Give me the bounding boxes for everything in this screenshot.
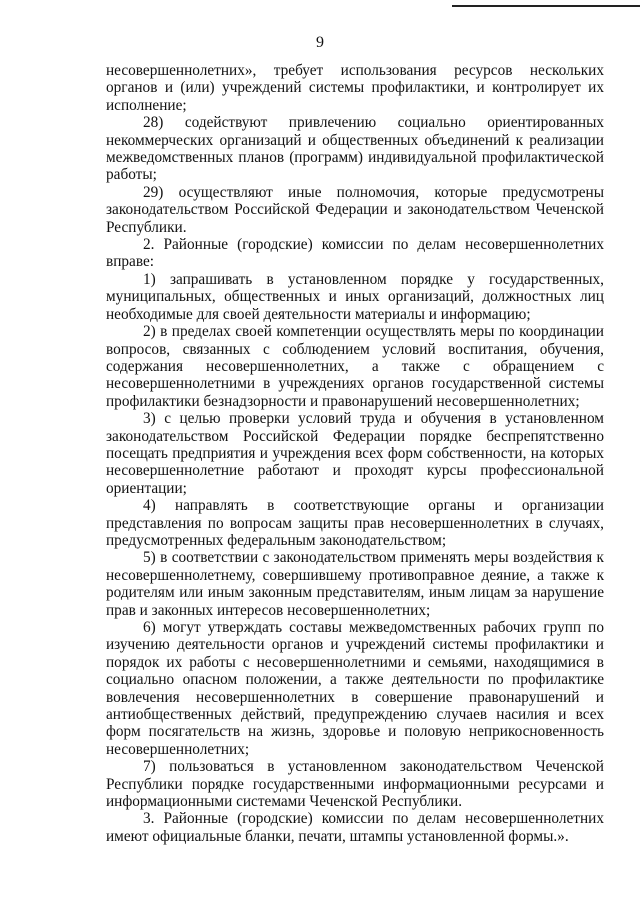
- paragraph-continuation: несовершеннолетних», требует использования ресурсов нескольких органов и (или) учреждений системы профилактики, и контролирует их исполнение;: [106, 62, 604, 114]
- paragraph-item-5: 5) в соответствии с законодательством применять меры воздействия к несовершеннолетнему, совершившему противоправное деяние, а также к родителям или иным законным представителям, иным лицам за нарушение прав и законных интересов несовершеннолетних;: [106, 549, 604, 619]
- paragraph-item-4: 4) направлять в соответствующие органы и организации представления по вопросам защиты прав несовершеннолетних в случаях, предусмотренных федеральным законодательством;: [106, 497, 604, 549]
- paragraph-section-2: 2. Районные (городские) комиссии по делам несовершеннолетних вправе:: [106, 236, 604, 271]
- paragraph-item-3: 3) с целью проверки условий труда и обучения в установленном законодательством Российской Федерации порядке беспрепятственно посещать предприятия и учреждения всех форм собственности, на которых несовершеннолетние работают и проходят курсы профессиональной ориентации;: [106, 410, 604, 497]
- document-body: [106, 62, 604, 845]
- paragraph-section-3: 3. Районные (городские) комиссии по делам несовершеннолетних имеют официальные бланки, печати, штампы установленной формы.».: [106, 810, 604, 845]
- paragraph-item-29: 29) осуществляют иные полномочия, которые предусмотрены законодательством Российской Федерации и законодательством Чеченской Республики.: [106, 183, 604, 236]
- paragraph-item-6: 6) могут утверждать составы межведомственных рабочих групп по изучению деятельности органов и учреждений системы профилактики и порядок их работы с несовершеннолетними и семьями, находящимися в социально опасном положении, а также деятельности по профилактике вовлечения несовершеннолетних в совершение правонарушений и антиобщественных действий, предупреждению случаев насилия и всех форм посягательств на жизнь, здоровье и половую неприкосновенность несовершеннолетних;: [106, 619, 604, 758]
- top-right-rule: [452, 5, 640, 7]
- paragraph-item-1: 1) запрашивать в установленном порядке у государственных, муниципальных, общественных и иных организаций, должностных лиц необходимые для своей деятельности материалы и информацию;: [106, 270, 604, 323]
- paragraph-item-2: 2) в пределах своей компетенции осуществлять меры по координации вопросов, связанных с соблюдением условий воспитания, обучения, содержания несовершеннолетних, а также с обращением с несовершеннолетними в учреждениях органов государственной системы профилактики безнадзорности и правонарушений несовершеннолетних;: [106, 323, 604, 410]
- page-number: 9: [316, 34, 324, 51]
- paragraph-item-28: 28) содействуют привлечению социально ориентированных некоммерческих организаций и общественных объединений к реализации межведомственных планов (программ) индивидуальной профилактической работы;: [106, 114, 604, 184]
- paragraph-item-7: 7) пользоваться в установленном законодательством Чеченской Республики порядке государственными информационными ресурсами и информационными системами Чеченской Республики.: [106, 758, 604, 811]
